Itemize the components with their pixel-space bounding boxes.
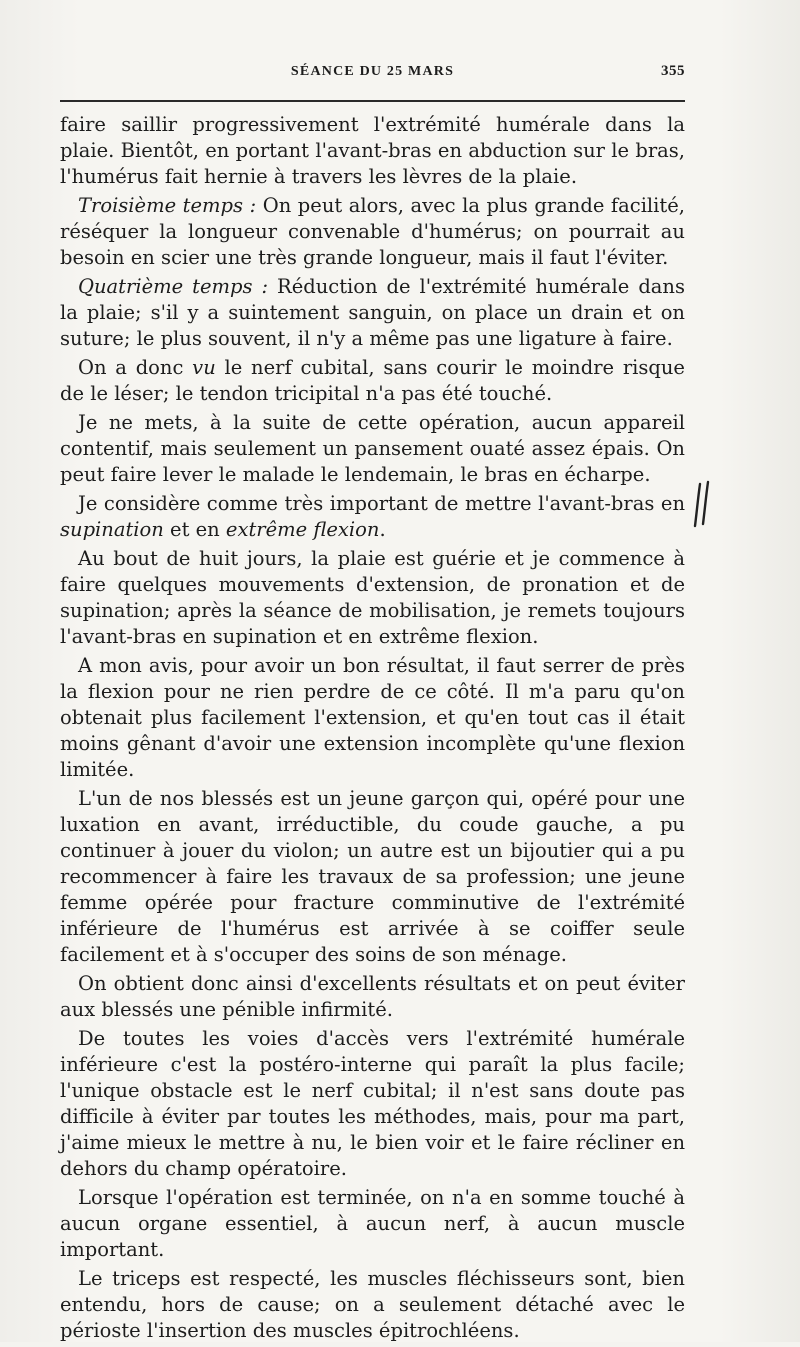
paragraph-emphasis: vu [192,356,216,379]
paragraph-6 [60,491,685,543]
paragraph-5 [60,410,685,488]
paragraph-text: faire saillir progressivement l'extrémité humérale dans la plaie. Bientôt, en portant l'avant-bras en abduction sur le bras, l'humérus fait hernie à travers les lèvres de la plaie. [60,113,685,188]
body-text [60,112,685,1347]
paragraph-1 [60,112,685,190]
paragraph-4 [60,355,685,407]
paragraph-emphasis: extrême flexion [225,518,380,541]
paragraph-text: A mon avis, pour avoir un bon résultat, il faut serrer de près la flexion pour ne rien perdre de ce côté. Il m'a paru qu'on obtenait plus facilement l'extension, et qu'en tout cas il était moins gênant d'avoir une extension incomplète qu'une flexion limitée. [60,654,685,781]
paragraph-12 [60,1185,685,1263]
paragraph-text: L'un de nos blessés est un jeune garçon qui, opéré pour une luxation en avant, irréductible, du coude gauche, a pu continuer à jouer du violon; un autre est un bijoutier qui a pu recommencer à faire les travaux de sa profession; une jeune femme opérée pour fracture comminutive de l'extrémité inférieure de l'humérus est arrivée à se coiffer seule facilement et à s'occuper des soins de son ménage. [60,787,685,966]
paragraph-text: Je considère comme très important de mettre l'avant-bras en [78,492,685,515]
paragraph-text: Lorsque l'opération est terminée, on n'a en somme touché à aucun organe essentiel, à aucun nerf, à aucun muscle important. [60,1186,685,1261]
paragraph-text: De toutes les voies d'accès vers l'extrémité humérale inférieure c'est la postéro-interne qui paraît la plus facile; l'unique obstacle est le nerf cubital; il n'est sans doute pas difficile à éviter par toutes les méthodes, mais, pour ma part, j'aime mieux le mettre à nu, le bien voir et le faire récliner en dehors du champ opératoire. [60,1027,685,1180]
paragraph-text: On obtient donc ainsi d'excellents résultats et on peut éviter aux blessés une pénible infirmité. [60,972,685,1021]
paragraph-text: On peut alors, avec la plus grande facilité, réséquer la longueur convenable d'humérus; on pourrait au besoin en scier une très grande longueur, mais il faut l'éviter. [60,194,685,269]
paragraph-text: On a donc [78,356,193,379]
paragraph-text: Réduction de l'extrémité humérale dans la plaie; s'il y a suintement sanguin, on place un drain et on suture; le plus souvent, il n'y a même pas une ligature à faire. [60,275,685,350]
header-rule [60,100,685,102]
paragraph-2 [60,193,685,271]
paragraph-text: le nerf cubital, sans courir le moindre risque de le léser; le tendon tricipital n'a pas été touché. [60,356,685,405]
paragraph-lead: Troisième temps : [78,194,257,217]
paragraph-10 [60,971,685,1023]
page-number: 355 [661,63,685,79]
paragraph-emphasis: supination [60,518,164,541]
paragraph-9 [60,786,685,968]
running-title: SÉANCE DU 25 MARS [290,64,455,79]
margin-annotation-mark [690,480,714,530]
paragraph-13 [60,1266,685,1344]
paragraph-text: et en [163,518,226,541]
paragraph-text: Le triceps est respecté, les muscles fléchisseurs sont, bien entendu, hors de cause; on a seulement détaché avec le périoste l'insertion des muscles épitrochléens. [60,1267,685,1342]
paragraph-lead: Quatrième temps : [78,275,269,298]
paragraph-3 [60,274,685,352]
paragraph-8 [60,653,685,783]
page-header [60,60,685,88]
paragraph-11 [60,1026,685,1182]
paragraph-text: . [379,518,386,541]
paragraph-7 [60,546,685,650]
paragraph-text: Au bout de huit jours, la plaie est guérie et je commence à faire quelques mouvements d'extension, de pronation et de supination; après la séance de mobilisation, je remets toujours l'avant-bras en supination et en extrême flexion. [60,547,685,648]
paragraph-text: Je ne mets, à la suite de cette opération, aucun appareil contentif, mais seulement un pansement ouaté assez épais. On peut faire lever le malade le lendemain, le bras en écharpe. [60,411,685,486]
